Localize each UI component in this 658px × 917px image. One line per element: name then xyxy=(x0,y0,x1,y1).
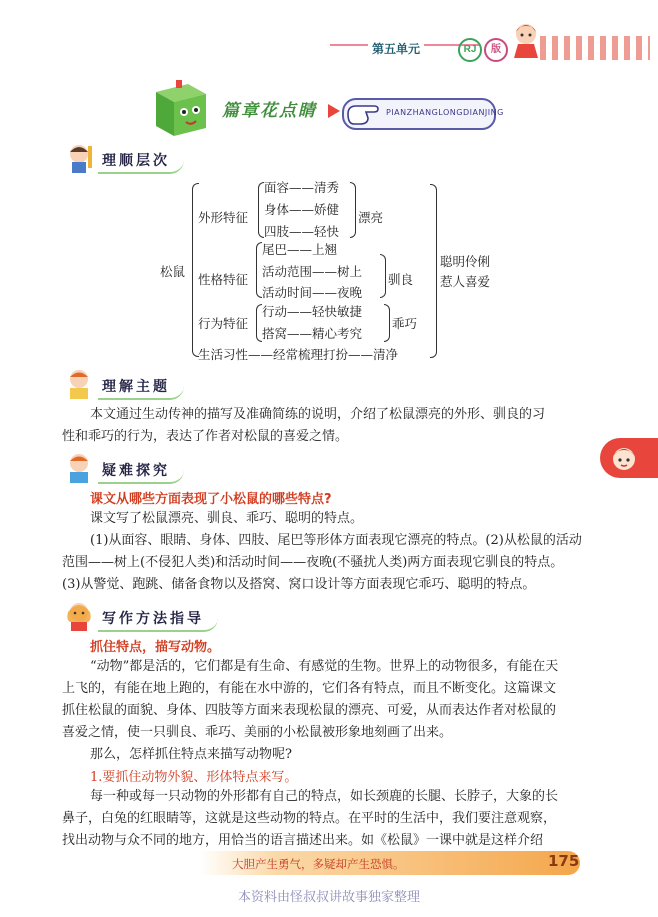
tree-leaf: 行动——轻快敏捷 xyxy=(262,304,363,319)
tree-leaf: 尾巴——上翘 xyxy=(262,242,338,257)
page-number: 175 xyxy=(548,852,580,870)
tree-leaf: 四肢——轻快 xyxy=(264,224,340,239)
temperament-rbrace xyxy=(380,254,386,298)
theme-line: 性和乖巧的行为，表达了作者对松鼠的喜爱之情。 xyxy=(62,429,349,444)
footer-motto: 大胆产生勇气，多疑却产生恐惧。 xyxy=(232,857,405,871)
section-title-writing: 写作方法指导 xyxy=(98,606,218,632)
tree-appearance: 外形特征 xyxy=(198,210,249,225)
structure-tree xyxy=(0,0,658,370)
rj-badge: RJ xyxy=(458,38,482,62)
mascot-face-icon xyxy=(608,442,640,474)
reading-boy-icon xyxy=(62,368,96,400)
tree-leaf: 身体——娇健 xyxy=(264,202,340,217)
tree-leaf: 活动范围——树上 xyxy=(262,264,363,279)
explore-question: 课文从哪些方面表现了小松鼠的哪些特点? xyxy=(90,492,332,507)
writing-line: “动物”都是活的，它们都是有生命、有感觉的生物。世界上的动物很多，有能在天 xyxy=(90,659,559,674)
explore-line: 范围——树上(不侵犯人类)和活动时间——夜晚(不骚扰人类)两方面表现它驯良的特点。 xyxy=(62,555,564,570)
tree-summary: 惹人喜爱 xyxy=(440,274,491,289)
tree-temperament: 性格特征 xyxy=(198,272,249,287)
tree-summary: 聪明伶俐 xyxy=(440,254,491,269)
tree-leaf: 面容——清秀 xyxy=(264,180,340,195)
writing-line: 那么，怎样抓住特点来描写动物呢? xyxy=(90,747,292,762)
unit-label: 第五单元 xyxy=(368,40,424,57)
tree-mid: 乖巧 xyxy=(392,316,418,331)
section-title-theme: 理解主题 xyxy=(98,374,184,400)
explore-line: (1)从面容、眼睛、身体、四肢、尾巴等形体方面表现它漂亮的特点。(2)从松鼠的活动 xyxy=(90,533,582,548)
writing-line: 喜爱之情，使一只驯良、乖巧、美丽的小松鼠被形象地刻画了出来。 xyxy=(62,725,453,740)
writing-line: 抓住松鼠的面貌、身体、四肢等方面来表现松鼠的漂亮、可爱，从而表达作者对松鼠的 xyxy=(62,703,557,718)
writing-line: 找出动物与众不同的地方，用恰当的语言描述出来。如《松鼠》一课中就是这样介绍 xyxy=(62,833,544,848)
edition-badge: 版 xyxy=(484,38,508,62)
section-title-explore: 疑难探究 xyxy=(98,458,184,484)
writing-line: 上飞的，有能在地上跑的，有能在水中游的，它们各有特点，而且不断变化。这篇课文 xyxy=(62,681,557,696)
writing-heading: 抓住特点，描写动物。 xyxy=(90,640,221,655)
behavior-rbrace xyxy=(384,304,390,342)
banner-pinyin: PIANZHANGLONGDIANJING xyxy=(386,108,504,117)
tree-habits: 生活习性——经常梳理打扮——清净 xyxy=(198,347,399,362)
appearance-rbrace xyxy=(350,182,356,238)
writing-line: 每一种或每一只动物的外形都有自己的特点，如长颈鹿的长腿、长脖子，大象的长 xyxy=(90,789,559,804)
section-title-structure: 理顺层次 xyxy=(98,148,184,174)
writing-line: 鼻子，白兔的红眼睛等，这就是这些动物的特点。在平时的生活中，我们要注意观察， xyxy=(62,811,557,826)
tree-root: 松鼠 xyxy=(160,264,186,279)
theme-line: 本文通过生动传神的描写及准确简练的说明，介绍了松鼠漂亮的外形、驯良的习 xyxy=(90,407,546,422)
summary-brace xyxy=(430,184,437,358)
tree-mid: 驯良 xyxy=(388,272,414,287)
thinking-boy-icon xyxy=(62,452,96,484)
banner-title: 篇章花点睛 xyxy=(222,101,317,121)
credit-line: 本资料由怪叔叔讲故事独家整理 xyxy=(237,890,420,905)
explore-line: 课文写了松鼠漂亮、驯良、乖巧、聪明的特点。 xyxy=(90,511,364,526)
writing-subheading: 1.要抓住动物外貌、形体特点来写。 xyxy=(90,770,298,785)
explore-line: (3)从警觉、跑跳、储备食物以及搭窝、窝口设计等方面表现它乖巧、聪明的特点。 xyxy=(62,577,536,592)
tree-leaf: 活动时间——夜晚 xyxy=(262,285,363,300)
girl-writer-icon xyxy=(62,600,96,632)
tree-behavior: 行为特征 xyxy=(198,316,249,331)
tree-leaf: 搭窝——精心考究 xyxy=(262,326,363,341)
tree-mid: 漂亮 xyxy=(358,210,384,225)
